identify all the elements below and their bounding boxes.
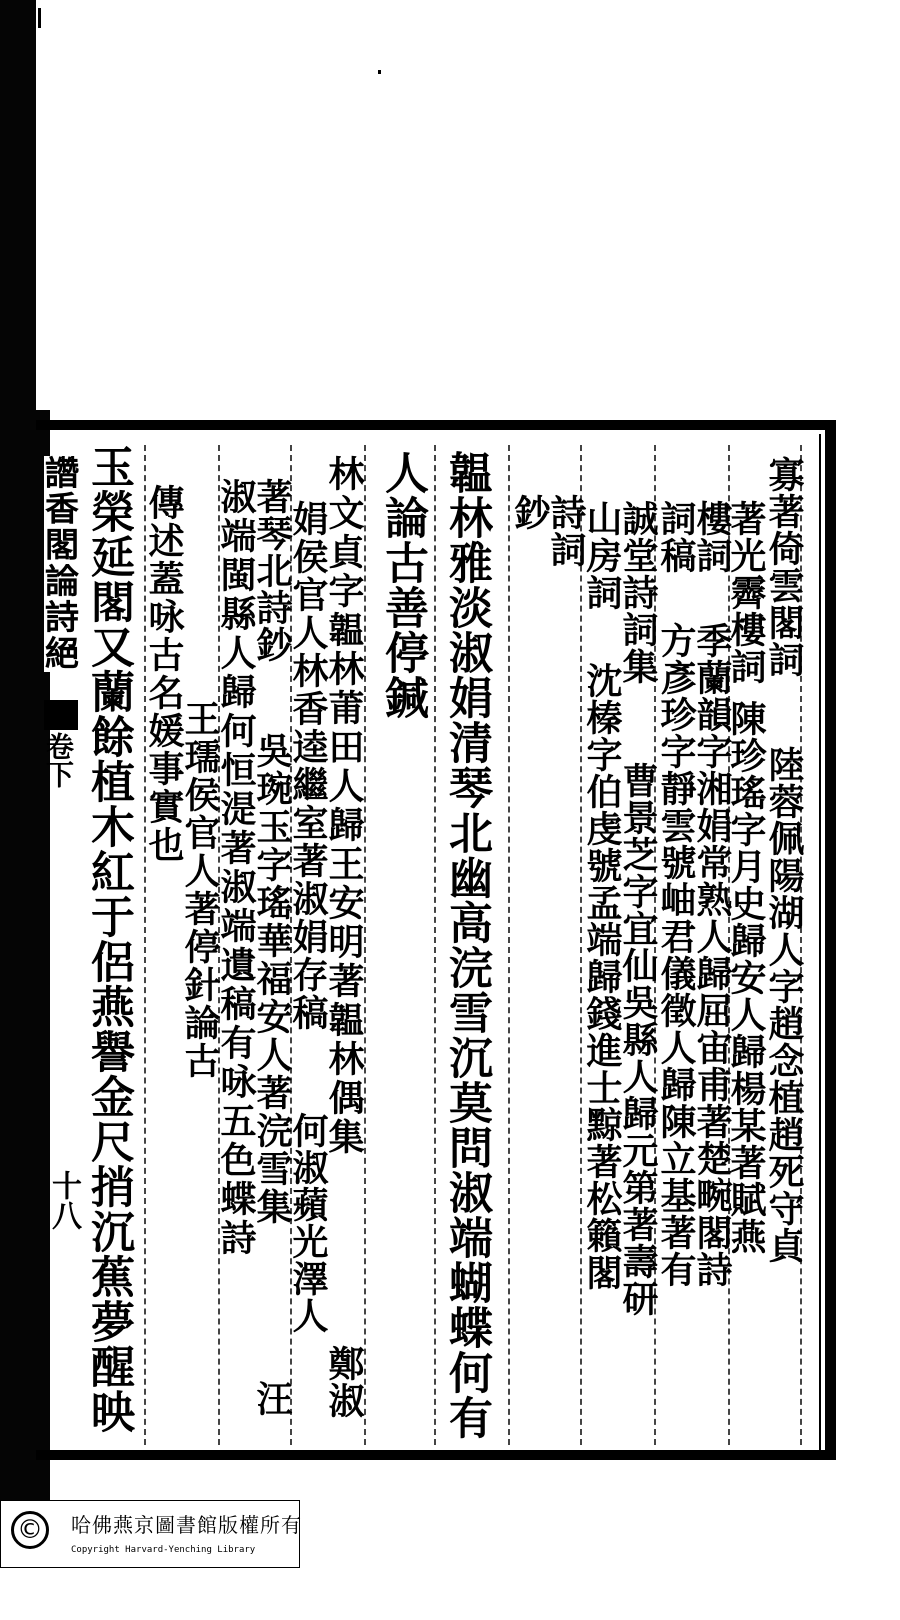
text-column: 傳述蓋咏古名媛事實也: [143, 484, 185, 864]
text-column: 陸蓉佩陽湖人字趙念植趙死守貞: [763, 746, 805, 1264]
text-column: 吳琬玉字瑤華福安人著浣雪集: [251, 732, 293, 1226]
text-column: 山房詞: [581, 500, 623, 611]
page-number: 十八: [46, 1170, 81, 1230]
text-column: 寡著倚雲閣詞: [763, 456, 805, 678]
verse-column: 韞林雅淡淑娟清琴北幽高浣雪沉莫問淑端蝴蝶何有: [441, 450, 492, 1440]
text-column: 方彥珍字靜雲號岫君儀徵人歸陳立基著有: [655, 622, 697, 1288]
text-column: 汪: [251, 1380, 293, 1417]
verse-column: 玉榮延閣又蘭餘植木紅于侶燕譽金尺捎沉蕉夢醒映: [83, 444, 134, 1434]
text-column: 鈔: [509, 494, 551, 531]
book-title: 𧮂香閣論詩絕: [41, 456, 81, 672]
scan-speck: [378, 70, 381, 74]
text-column: 沈榛字伯虔號孟端歸錢進士黥著松籟閣: [581, 662, 623, 1291]
page-corner-mark: [38, 8, 41, 28]
text-column: 詞稿: [655, 500, 697, 574]
text-column: 季蘭韻字湘娟常熟人歸屈宙甫著楚畹閣詩: [691, 622, 733, 1288]
book-spine-shadow: [0, 0, 36, 1545]
text-column: 詩詞: [545, 494, 587, 568]
text-column: 誠堂詩詞集: [617, 500, 659, 685]
column-rule: [434, 445, 436, 1445]
column-rule: [508, 445, 510, 1445]
text-column: 著琴北詩鈔: [251, 478, 293, 663]
text-column: 陳珍瑤字月史歸安人歸楊某著賦燕: [725, 700, 767, 1255]
juan-label: 卷下: [42, 732, 75, 788]
text-column: 娟侯官人林香逵繼室著淑娟存稿: [287, 500, 329, 1032]
text-column: 何淑蘋光澤人: [287, 1112, 329, 1334]
text-column: 淑端閩縣人歸何恒湜著淑端遺稿有咏五色蝶詩: [215, 478, 257, 1258]
text-column: 著光霽樓詞: [725, 500, 767, 685]
text-column: 王瓀侯官人著停針論古: [179, 700, 221, 1080]
text-column: 樓詞: [691, 500, 733, 574]
text-column: 鄭淑: [323, 1345, 365, 1419]
copyright-text-english: Copyright Harvard-Yenching Library: [71, 1545, 256, 1555]
text-column: 林文貞字韞林莆田人歸王安明著韞林偶集: [323, 455, 365, 1157]
text-column: 曹景芝字宜仙吳縣人歸元第著壽研: [617, 762, 659, 1317]
verse-column: 人論古善停鍼: [377, 450, 428, 720]
copyright-stamp: [0, 1500, 300, 1568]
fish-tail-mark: [44, 700, 78, 730]
copyright-icon: ©: [11, 1511, 49, 1549]
copyright-text-chinese: 哈佛燕京圖書館版權所有: [71, 1513, 302, 1537]
